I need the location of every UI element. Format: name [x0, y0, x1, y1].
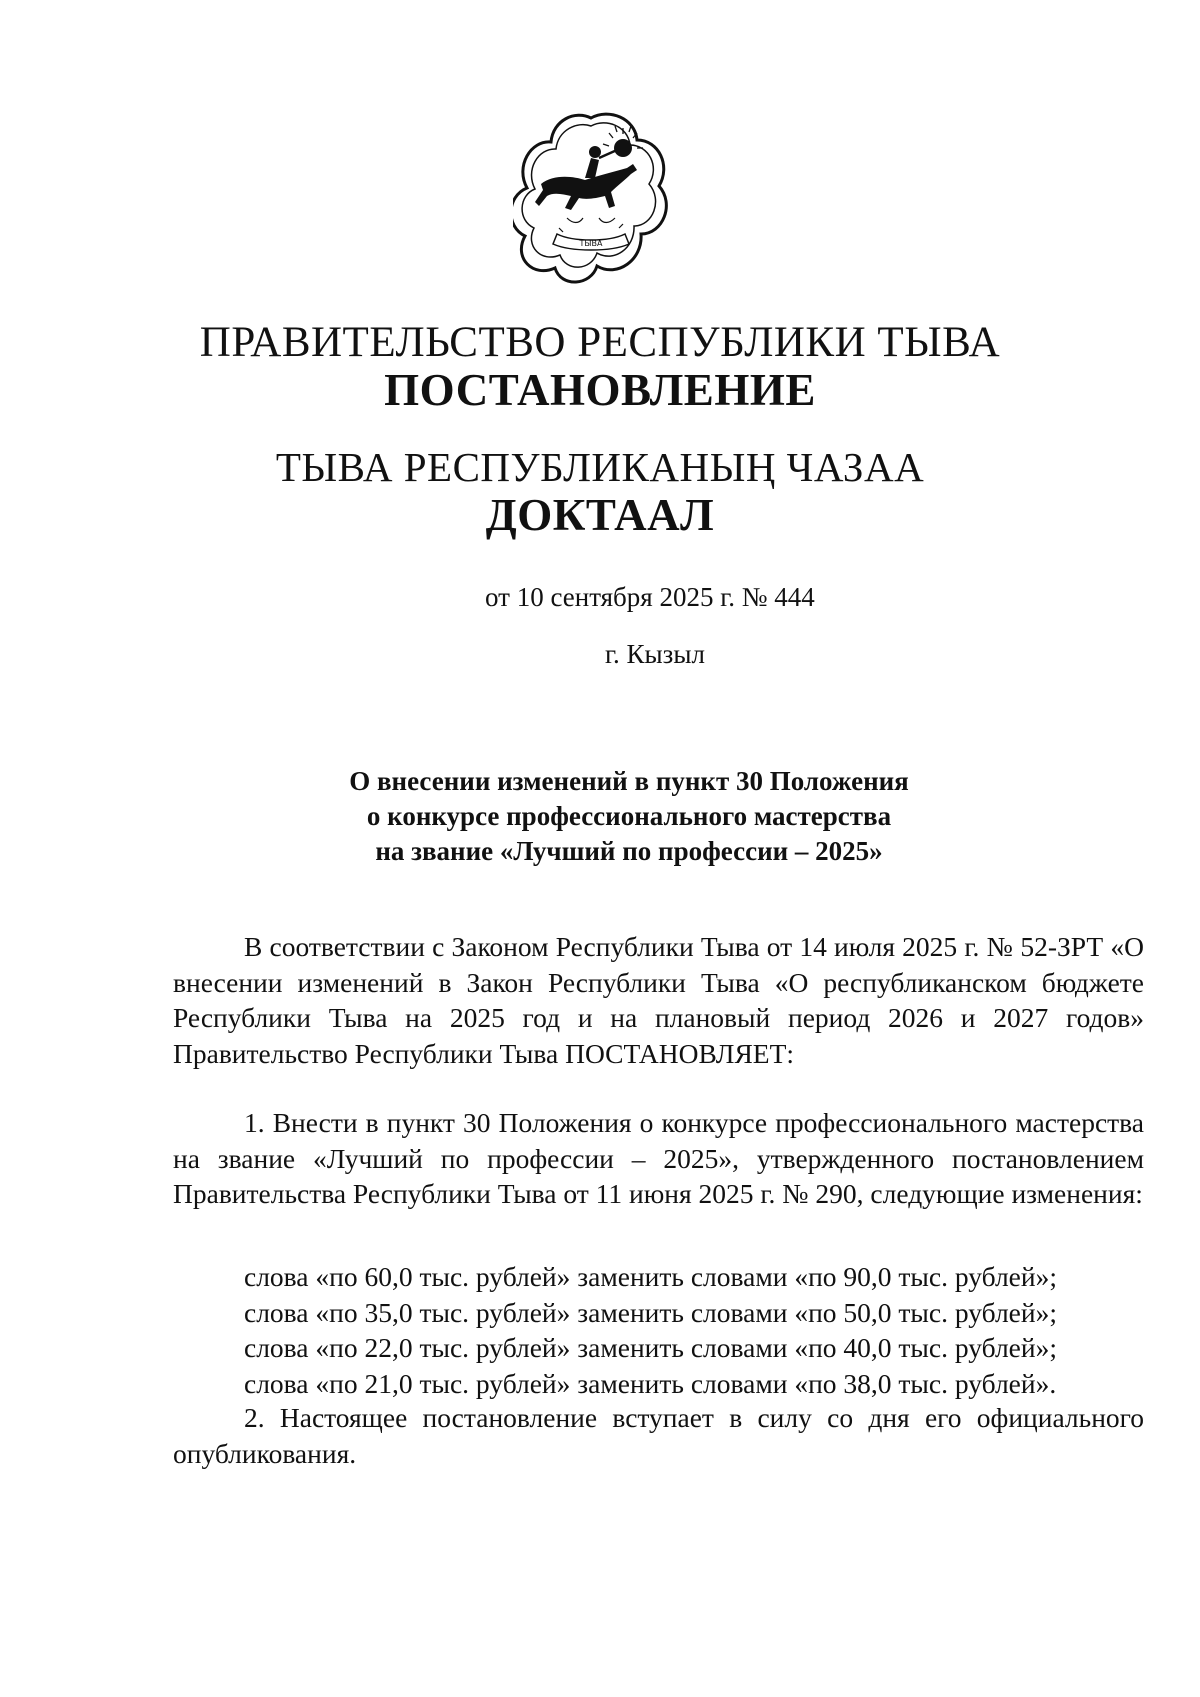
emblem-ribbon-text: ТЫВА [579, 239, 603, 248]
item-2-paragraph: 2. Настоящее постановление вступает в силу со дня его официального опубликования. [173, 1402, 1144, 1469]
preamble-paragraph: В соответствии с Законом Республики Тыва от 14 июля 2025 г. № 52-ЗРТ «О внесении изменений в Закон Республики Тыва «О республиканском бюджете Республики Тыва на 2025 год и на плановый период 2026 и 2027 годов» Правительство Республики Тыва ПОСТАНОВЛЯЕТ: [173, 931, 1144, 1069]
decree-type-ru: ПОСТАНОВЛЕНИЕ [384, 365, 816, 415]
replacement-line: слова «по 35,0 тыс. рублей» заменить словами «по 50,0 тыс. рублей»; [244, 1296, 1057, 1328]
decree-title [300, 764, 958, 869]
decree-title-line: на звание «Лучший по профессии – 2025» [375, 836, 883, 866]
item-1-section [173, 1105, 1144, 1212]
item-2-section [173, 1400, 1144, 1471]
preamble-section [173, 929, 1144, 1071]
replacements-list [173, 1259, 1144, 1401]
item-1-paragraph: 1. Внести в пункт 30 Положения о конкурсе профессионального мастерства на звание «Лучший по профессии – 2025», утвержденного постановлением Правительства Республики Тыва от 11 июня 2025 г. № 290, следующие изменения: [173, 1107, 1144, 1209]
replacement-line: слова «по 60,0 тыс. рублей» заменить словами «по 90,0 тыс. рублей»; [244, 1261, 1057, 1292]
decree-date-number: от 10 сентября 2025 г. № 444 [485, 582, 815, 612]
government-name-ru: ПРАВИТЕЛЬСТВО РЕСПУБЛИКИ ТЫВА [199, 319, 1001, 366]
decree-title-line: о конкурсе профессионального мастерства [366, 801, 892, 831]
replacement-line: слова «по 22,0 тыс. рублей» заменить словами «по 40,0 тыс. рублей»; [244, 1332, 1057, 1363]
replacement-line: слова «по 21,0 тыс. рублей» заменить словами «по 38,0 тыс. рублей». [244, 1367, 1057, 1399]
tuva-coat-of-arms-icon [513, 110, 669, 290]
decree-title-line: О внесении изменений в пункт 30 Положения [349, 766, 909, 796]
government-name-tyv: ТЫВА РЕСПУБЛИКАНЫҢ ЧАЗАА [275, 444, 925, 490]
decree-city: г. Кызыл [605, 639, 705, 669]
decree-type-tyv: ДОКТААЛ [485, 490, 715, 540]
